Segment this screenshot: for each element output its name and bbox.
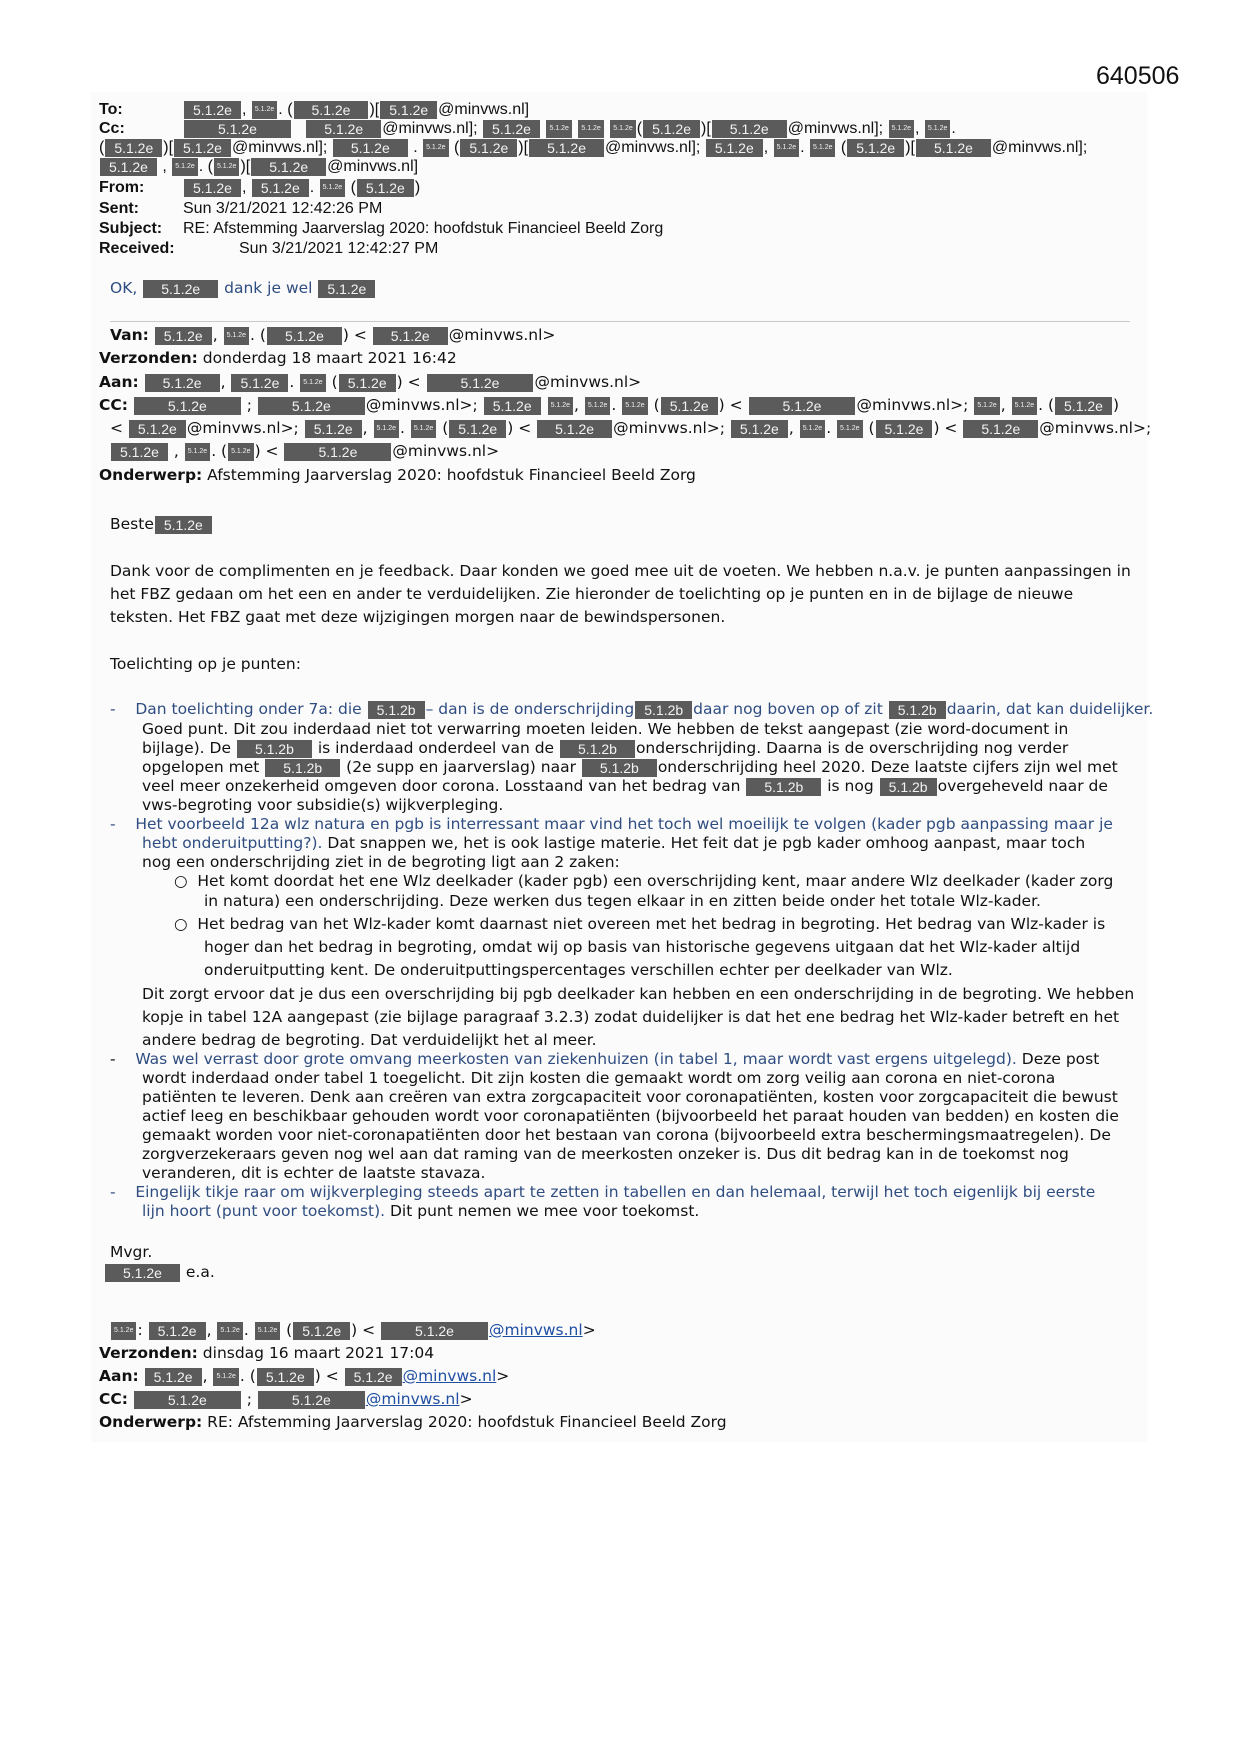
redaction: 5.1.2e [537, 420, 612, 438]
subject-label: Subject: [99, 220, 163, 237]
redaction: 5.1.2e [974, 397, 999, 415]
p4-answer: Dit punt nemen we mee voor toekomst. [389, 1202, 700, 1220]
msg2-aan-email-link[interactable]: @minvws.nl [402, 1367, 497, 1385]
redaction: 5.1.2e [155, 516, 212, 534]
msg2-cc-close: > [459, 1390, 473, 1408]
redaction: 5.1.2e [373, 327, 448, 345]
point-2-line-2 [142, 834, 1085, 853]
redaction: 5.1.2e [300, 374, 325, 392]
greeting-text: Beste [110, 515, 154, 533]
p3-answer-6: veranderen, dit is echter de laatste stavaza. [142, 1164, 486, 1182]
redaction: 5.1.2b [746, 778, 821, 796]
p1-answer-2c: onderschrijding. Daarna is de overschrijding nog verder [635, 739, 1069, 757]
msg2-onderwerp-value: RE: Afstemming Jaarverslag 2020: hoofdstuk Financieel Beeld Zorg [207, 1413, 727, 1431]
cc1-row-3: 5.1.2e , 5.1.2e . ( 5.1.2e ) < 5.1.2e @minvws.nl> [110, 442, 499, 461]
intro-line-1: Dank voor de complimenten en je feedback. Daar konden we goed mee uit de voeten. We hebben n.a.v. je punten aanpassingen in [110, 562, 1131, 580]
verzonden-row [99, 349, 457, 368]
p1-answer-2b: is inderdaad onderdeel van de [317, 739, 555, 757]
redaction: 5.1.2e [258, 1391, 365, 1409]
cc1-row-1: CC: 5.1.2e ; 5.1.2e @minvws.nl>; 5.1.2e 5.1.2e , 5.1.2e . 5.1.2e ( 5.1.2e ) < 5.1.2e @minvws.nl>; 5.1.2e , 5.1.2e . ( 5.1.2e ) [99, 396, 1120, 414]
redaction: 5.1.2e [411, 420, 436, 438]
p2-conclusion-1: Dit zorgt ervoor dat je dus een overschrijding bij pgb deelkader kan hebben en een onderschrijding in de begroting. We hebben [142, 985, 1135, 1003]
cc-row-2: ( 5.1.2e )[ 5.1.2e @minvws.nl]; 5.1.2e . 5.1.2e ( 5.1.2e )[ 5.1.2e @minvws.nl]; 5.1.2e , 5.1.2e . 5.1.2e ( 5.1.2e )[ 5.1.2e @minvws.nl]; [99, 139, 1088, 156]
reply-ok: OK, [110, 279, 138, 297]
redaction: 5.1.2e [129, 420, 186, 438]
redaction: 5.1.2e [585, 397, 610, 415]
msg2-cc-label: CC: [99, 1390, 128, 1408]
redaction: 5.1.2e [155, 327, 212, 345]
separator [110, 321, 1130, 322]
closing: Mvgr. [110, 1243, 153, 1261]
redaction: 5.1.2e [320, 179, 345, 197]
redaction: 5.1.2b [635, 701, 692, 719]
van-domain: @minvws.nl> [448, 326, 556, 344]
p1-answer-4c: overgeheveld naar de [937, 777, 1108, 795]
p1-text-b: – dan is de onderschrijding [425, 700, 635, 718]
redaction: 5.1.2e [294, 101, 369, 119]
redaction: 5.1.2e [643, 120, 700, 138]
aan-label: Aan: [99, 373, 139, 391]
p1-answer-5: vws-begroting voor subsidie(s) wijkverpleging. [142, 796, 504, 814]
cc-domain: @minvws.nl]; [605, 139, 701, 156]
cc-domain: @minvws.nl]; [231, 139, 328, 156]
to-row: To: 5.1.2e , 5.1.2e . ( 5.1.2e )[ 5.1.2e @minvws.nl] [99, 101, 530, 118]
onderwerp-value: Afstemming Jaarverslag 2020: hoofdstuk Financieel Beeld Zorg [207, 466, 696, 484]
p2-conclusion-2: kopje in tabel 12A aangepast (zie bijlage paragraaf 3.2.3) zodat duidelijker is dat het ene bedrag het Wlz-kader betreft en het [142, 1008, 1120, 1026]
onderwerp-label: Onderwerp: [99, 466, 203, 484]
redaction: 5.1.2e [423, 139, 448, 157]
cc-domain: @minvws.nl]; [382, 120, 478, 137]
msg2-verzonden-value: dinsdag 16 maart 2021 17:04 [202, 1344, 435, 1362]
redaction: 5.1.2b [582, 759, 657, 777]
redaction: 5.1.2e [143, 280, 218, 298]
redaction: 5.1.2e [1012, 397, 1037, 415]
redaction: 5.1.2b [368, 701, 425, 719]
redaction: 5.1.2e [111, 1322, 136, 1340]
redaction: 5.1.2e [145, 374, 220, 392]
msg2-aan-label: Aan: [99, 1367, 139, 1385]
p2-sub-1-line-1 [174, 872, 1113, 891]
redaction: 5.1.2e [333, 139, 408, 157]
redaction: 5.1.2e [293, 1322, 350, 1340]
p2-sub-2-text: Het bedrag van het Wlz-kader komt daarnast niet overeen met het bedrag in begroting. Het bedrag van Wlz-kader is [197, 915, 1106, 933]
redaction: 5.1.2e [184, 179, 241, 197]
p3-answer-4: gemaakt worden voor niet-coronapatiënten door het bestaan van corona (bijvoorbeeld extra beschermingsmaatregelen). De [142, 1126, 1111, 1144]
aan-domain: @minvws.nl> [534, 373, 642, 391]
onderwerp-row [99, 466, 696, 485]
redaction: 5.1.2e [529, 139, 604, 157]
intro-line-3: teksten. Het FBZ gaat met deze wijzigingen morgen naar de bewindspersonen. [110, 608, 726, 626]
redaction: 5.1.2e [837, 420, 862, 438]
p3-question-text: Was wel verrast door grote omvang meerkosten van ziekenhuizen (in tabel 1, maar wordt vast ergens uitgelegd). [135, 1050, 1017, 1068]
cc1-label: CC: [99, 396, 128, 414]
p2-conclusion-3: andere bedrag de begroting. Dat verduidelijkt het al meer. [142, 1031, 597, 1049]
redaction: 5.1.2e [258, 397, 365, 415]
redaction: 5.1.2e [749, 397, 856, 415]
redaction: 5.1.2e [345, 1368, 402, 1386]
msg2-van-close: > [582, 1321, 596, 1339]
p2-sub-2-line-3: onderuitputting kent. De onderuitputtingspercentages verschillen echter per deelkader van Wlz. [204, 961, 953, 979]
p1-answer-4a: veel meer onzekerheid omgeven door corona. Losstaand van het bedrag van [142, 777, 741, 795]
p1-answer-1: Goed punt. Dit zou inderdaad niet tot verwarring moeten leiden. We hebben de tekst aangepast (zie word-document in [142, 720, 1069, 738]
cc-row-1: Cc: 5.1.2e 5.1.2e @minvws.nl]; 5.1.2e 5.1.2e 5.1.2e 5.1.2e ( 5.1.2e )[ 5.1.2e @minvws.nl]; 5.1.2e , 5.1.2e . [99, 120, 956, 137]
redaction: 5.1.2e [184, 120, 291, 138]
greeting [110, 515, 213, 534]
cc1-domain: @minvws.nl>; [856, 396, 969, 414]
p1-text-d: daarin, dat kan duidelijker. [946, 700, 1154, 718]
redaction: 5.1.2e [876, 420, 933, 438]
redaction: 5.1.2e [449, 420, 506, 438]
redaction: 5.1.2e [548, 397, 573, 415]
p2-answer-1: Dat snappen we, het is ook lastige materie. Het feit dat je pgb kader omhoog aanpast, maar toch [327, 834, 1086, 852]
redaction: 5.1.2e [374, 420, 399, 438]
van-row: Van: 5.1.2e , 5.1.2e . ( 5.1.2e ) < 5.1.2e @minvws.nl> [110, 326, 556, 344]
p2-sub-2-line-1 [174, 915, 1105, 934]
p2-answer-2: nog een onderschrijding ziet in de begroting ligt aan 2 zaken: [142, 853, 620, 871]
p4-question-text: Eingelijk tikje raar om wijkverpleging steeds apart te zetten in tabellen en dan helemaal, terwijl het toch eigenlijk bij eerste [135, 1183, 1096, 1201]
redaction: 5.1.2e [305, 420, 362, 438]
p1-answer-3 [142, 758, 1118, 777]
msg2-onderwerp-label: Onderwerp: [99, 1413, 203, 1431]
redaction: 5.1.2e [217, 1322, 242, 1340]
redaction: 5.1.2e [925, 120, 950, 138]
redaction: 5.1.2e [213, 1368, 238, 1386]
toelichting-heading: Toelichting op je punten: [110, 655, 301, 673]
point-2-question-1: - Het voorbeeld 12a wlz natura en pgb is interressant maar vind het toch wel moeilijk te volgen (kader pgb aanpassing maar je [110, 815, 1113, 833]
signature [104, 1263, 215, 1282]
redaction: 5.1.2e [231, 374, 288, 392]
cc-label: Cc: [99, 120, 125, 137]
msg2-van-email-link[interactable]: @minvws.nl [488, 1321, 583, 1339]
p1-answer-2a: bijlage). De [142, 739, 232, 757]
redaction: 5.1.2e [427, 374, 534, 392]
msg2-van-row: 5.1.2e : 5.1.2e , 5.1.2e . 5.1.2e ( 5.1.2e ) < 5.1.2e @minvws.nl> [110, 1321, 596, 1340]
redaction: 5.1.2e [255, 1322, 280, 1340]
redaction: 5.1.2e [224, 327, 249, 345]
verzonden-value: donderdag 18 maart 2021 16:42 [202, 349, 457, 367]
signature-ea: e.a. [185, 1263, 215, 1281]
cc-row-3: 5.1.2e , 5.1.2e . ( 5.1.2e )[ 5.1.2e @minvws.nl] [99, 157, 418, 176]
sent-row [99, 199, 382, 218]
msg2-verzonden-row [99, 1344, 434, 1363]
cc1-row-2: < 5.1.2e @minvws.nl>; 5.1.2e , 5.1.2e . 5.1.2e ( 5.1.2e ) < 5.1.2e @minvws.nl>; 5.1.2e , 5.1.2e . 5.1.2e ( 5.1.2e ) < 5.1.2e @minvws.nl>; [110, 419, 1152, 437]
redaction: 5.1.2e [800, 420, 825, 438]
msg2-aan-close: > [496, 1367, 510, 1385]
redaction: 5.1.2e [578, 120, 603, 138]
cc1-domain: @minvws.nl> [392, 442, 500, 460]
p2-question-text: Het voorbeeld 12a wlz natura en pgb is interressant maar vind het toch wel moeilijk te volgen (kader pgb aanpassing maar je [135, 815, 1113, 833]
p3-answer-5: zorgverzekeraars geven nog wel aan dat raming van de meerkosten onzeker is. Dus dit bedrag kan in de toekomst nog [142, 1145, 1069, 1163]
msg2-onderwerp-row [99, 1413, 727, 1432]
redaction: 5.1.2e [731, 420, 788, 438]
subject-row [99, 219, 663, 238]
redaction: 5.1.2b [265, 759, 340, 777]
cc1-domain: @minvws.nl>; [1039, 419, 1152, 437]
redaction: 5.1.2e [228, 443, 253, 461]
subject-value: RE: Afstemming Jaarverslag 2020: hoofdstuk Financieel Beeld Zorg [183, 220, 664, 237]
from-label: From: [99, 179, 145, 196]
redaction: 5.1.2e [460, 139, 517, 157]
redaction: 5.1.2e [706, 139, 763, 157]
redaction: 5.1.2e [284, 443, 391, 461]
p1-text-c: daar nog boven op of zit [693, 700, 883, 718]
p2-question-end: hebt onderuitputting?). [142, 834, 323, 852]
p3-answer-0: Deze post [1021, 1050, 1100, 1068]
redaction: 5.1.2e [214, 158, 239, 176]
redaction: 5.1.2b [237, 740, 312, 758]
redaction: 5.1.2b [560, 740, 635, 758]
redaction: 5.1.2e [318, 280, 375, 298]
redaction: 5.1.2e [847, 139, 904, 157]
bullet-circle-icon: ○ [174, 872, 188, 890]
reply-line [110, 279, 376, 298]
aan-row: Aan: 5.1.2e , 5.1.2e . 5.1.2e ( 5.1.2e ) < 5.1.2e @minvws.nl> [99, 373, 642, 391]
redaction: 5.1.2e [610, 120, 635, 138]
p2-sub-1-line-2: in natura) een onderschrijding. Deze werken dus tegen elkaar in en zitten beide onder het totale Wlz-kader. [204, 892, 1041, 910]
verzonden-label: Verzonden: [99, 349, 198, 367]
redaction: 5.1.2e [185, 443, 210, 461]
redaction: 5.1.2e [774, 139, 799, 157]
redaction: 5.1.2e [149, 1322, 206, 1340]
redaction: 5.1.2e [267, 327, 342, 345]
msg2-cc-row: CC: 5.1.2e ; 5.1.2e @minvws.nl> [99, 1390, 473, 1408]
van-label: Van: [110, 326, 149, 344]
redaction: 5.1.2e [357, 179, 414, 197]
redaction: 5.1.2e [100, 158, 157, 176]
redaction: 5.1.2e [712, 120, 787, 138]
sent-value: Sun 3/21/2021 12:42:26 PM [183, 200, 383, 217]
redaction: 5.1.2b [889, 701, 946, 719]
p4-question-end: lijn hoort (punt voor toekomst). [142, 1202, 386, 1220]
cc1-domain: @minvws.nl>; [613, 419, 725, 437]
redaction: 5.1.2e [484, 397, 541, 415]
redaction: 5.1.2e [339, 374, 396, 392]
msg2-cc-email-link[interactable]: @minvws.nl [365, 1390, 460, 1408]
redaction: 5.1.2e [661, 397, 718, 415]
point-3-question: - Was wel verrast door grote omvang meerkosten van ziekenhuizen (in tabel 1, maar wordt vast ergens uitgelegd). Deze post [110, 1050, 1100, 1068]
reply-thanks: dank je wel [224, 279, 313, 297]
redaction: 5.1.2e [306, 120, 381, 138]
p1-answer-3b: (2e supp en jaarverslag) naar [346, 758, 576, 776]
cc1-domain: @minvws.nl>; [186, 419, 299, 437]
msg2-aan-row: Aan: 5.1.2e , 5.1.2e . ( 5.1.2e ) < 5.1.2e @minvws.nl> [99, 1367, 510, 1385]
redaction: 5.1.2e [381, 1322, 488, 1340]
received-value: Sun 3/21/2021 12:42:27 PM [239, 240, 439, 257]
cc1-domain: @minvws.nl>; [365, 396, 478, 414]
point-4-question-1: - Eingelijk tikje raar om wijkverpleging steeds apart te zetten in tabellen en dan helemaal, terwijl het toch eigenlijk bij eerste [110, 1183, 1096, 1201]
bullet-circle-icon: ○ [174, 915, 188, 933]
p1-answer-3c: onderschrijding heel 2020. Deze laatste cijfers zijn wel met [657, 758, 1118, 776]
redaction: 5.1.2e [380, 101, 437, 119]
redaction: 5.1.2e [111, 443, 168, 461]
p2-sub-1-text: Het komt doordat het ene Wlz deelkader (kader pgb) een overschrijding kent, maar andere Wlz deelkader (kader zorg [197, 872, 1114, 890]
intro-line-2: het FBZ gedaan om het een en ander te verduidelijken. Zie hieronder de toelichting op je punten en in de bijlage de nieuwe [110, 585, 1074, 603]
received-label: Received: [99, 240, 175, 257]
point-4-line-2 [142, 1202, 699, 1221]
redaction: 5.1.2e [1055, 397, 1112, 415]
msg2-verzonden-label: Verzonden: [99, 1344, 198, 1362]
redaction: 5.1.2e [889, 120, 914, 138]
redaction: 5.1.2e [145, 1368, 202, 1386]
redaction: 5.1.2e [810, 139, 835, 157]
redaction: 5.1.2e [134, 397, 241, 415]
cc-domain: @minvws.nl] [327, 158, 419, 175]
redaction: 5.1.2e [257, 1368, 314, 1386]
redaction: 5.1.2e [483, 120, 540, 138]
redaction: 5.1.2e [172, 158, 197, 176]
redaction: 5.1.2e [105, 1264, 180, 1282]
document-number: 640506 [1096, 62, 1180, 90]
redaction: 5.1.2e [252, 179, 309, 197]
redaction: 5.1.2e [105, 139, 162, 157]
redaction: 5.1.2e [916, 139, 991, 157]
cc-domain: @minvws.nl]; [991, 139, 1088, 156]
to-domain: @minvws.nl] [438, 101, 530, 118]
redaction: 5.1.2e [184, 101, 241, 119]
p1-answer-4b: is nog [827, 777, 874, 795]
redaction: 5.1.2e [174, 139, 231, 157]
cc-domain: @minvws.nl]; [787, 120, 884, 137]
p2-sub-2-line-2: hoger dan het bedrag in begroting, omdat wij op basis van historische gegevens uitgaan dat het Wlz-kader altijd [204, 938, 1081, 956]
redaction: 5.1.2e [546, 120, 571, 138]
p1-answer-2 [142, 739, 1068, 758]
p1-answer-4 [142, 777, 1108, 796]
redaction: 5.1.2e [622, 397, 647, 415]
p3-answer-1: wordt inderdaad onder tabel 1 toegelicht. Dit zijn kosten die gemaakt wordt om zorg veilig aan corona en niet-corona [142, 1069, 1056, 1087]
redaction: 5.1.2e [252, 101, 277, 119]
redaction: 5.1.2b [880, 778, 937, 796]
sent-label: Sent: [99, 200, 139, 217]
to-label: To: [99, 101, 123, 118]
redaction: 5.1.2e [963, 420, 1038, 438]
point-1-question: - Dan toelichting onder 7a: die 5.1.2b – dan is de onderschrijding 5.1.2b daar nog boven op of zit 5.1.2b daarin, dat kan duidelijker. [110, 700, 1154, 718]
redaction: 5.1.2e [251, 158, 326, 176]
p3-answer-3: actief leeg en beschikbaar gehouden wordt voor coronapatiënten (bijvoorbeeld het paraat houden van bedden) en kosten die [142, 1107, 1119, 1125]
p1-text-a: Dan toelichting onder 7a: die [135, 700, 362, 718]
p1-answer-3a: opgelopen met [142, 758, 260, 776]
received-row [99, 239, 438, 258]
p3-answer-2: patiënten te leveren. Denk aan creëren van extra zorgcapaciteit voor coronapatiënten, kosten voor zorgcapaciteit die bewust [142, 1088, 1118, 1106]
from-row: From: 5.1.2e , 5.1.2e . 5.1.2e ( 5.1.2e ) [99, 179, 421, 196]
redaction: 5.1.2e [134, 1391, 241, 1409]
